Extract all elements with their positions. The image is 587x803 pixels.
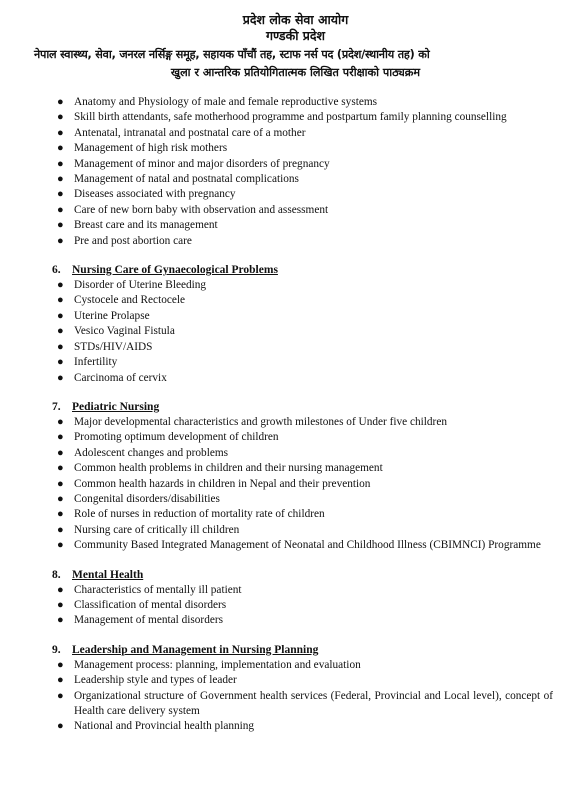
section-topic-item xyxy=(57,415,577,430)
section-number: 6. xyxy=(52,264,61,277)
topic-text: Leadership style and types of leader xyxy=(74,674,237,687)
bullet-icon: ● xyxy=(57,523,64,536)
bullet-icon: ● xyxy=(57,188,64,201)
bullet-icon: ● xyxy=(57,234,64,247)
bullet-icon: ● xyxy=(57,720,64,733)
syllabus-section xyxy=(14,643,577,735)
topic-text: Common health problems in children and their nursing management xyxy=(74,462,383,475)
topic-text: Pre and post abortion care xyxy=(74,234,192,247)
section-topic-item xyxy=(57,598,577,613)
bullet-icon: ● xyxy=(57,539,64,552)
section-topic-item xyxy=(57,689,577,720)
intro-topic-item xyxy=(57,187,577,202)
section-heading xyxy=(14,263,577,278)
topic-text: Characteristics of mentally ill patient xyxy=(74,583,242,596)
section-topic-list xyxy=(14,278,577,386)
syllabus-section xyxy=(14,263,577,386)
section-topic-item xyxy=(57,673,577,688)
bullet-icon: ● xyxy=(57,614,64,627)
section-topic-item xyxy=(57,492,577,507)
section-topic-item xyxy=(57,446,577,461)
topic-text: Role of nurses in reduction of mortality rate of children xyxy=(74,508,325,521)
topic-text: Management of high risk mothers xyxy=(74,142,228,155)
topic-text: Anatomy and Physiology of male and female reproductive systems xyxy=(74,96,378,108)
topic-text: Promoting optimum development of children xyxy=(74,431,279,444)
bullet-icon: ● xyxy=(57,111,64,124)
bullet-icon: ● xyxy=(57,462,64,475)
section-heading xyxy=(14,400,577,415)
section-heading xyxy=(14,568,577,583)
section-title: Pediatric Nursing xyxy=(72,400,160,413)
bullet-icon: ● xyxy=(57,492,64,505)
section-topic-item xyxy=(57,507,577,522)
topic-text: Organizational structure of Government health services (Federal, Provincial and Local level), concept of Health care delivery system xyxy=(74,689,553,717)
bullet-icon: ● xyxy=(57,126,64,139)
section-topic-item xyxy=(57,340,577,355)
topic-text: Major developmental characteristics and growth milestones of Under five children xyxy=(74,415,447,428)
section-topic-item xyxy=(57,461,577,476)
topic-text: Breast care and its management xyxy=(74,219,218,232)
section-topic-item xyxy=(57,355,577,370)
topic-text: Management of mental disorders xyxy=(74,614,224,627)
intro-topic-item xyxy=(57,126,577,141)
topic-text: Disorder of Uterine Bleeding xyxy=(74,279,207,292)
syllabus-section xyxy=(14,400,577,554)
topic-text: Care of new born baby with observation and assessment xyxy=(74,203,329,216)
section-number: 7. xyxy=(52,400,61,413)
topic-text: Cystocele and Rectocele xyxy=(74,294,186,307)
section-topic-item xyxy=(57,309,577,324)
bullet-icon: ● xyxy=(57,415,64,428)
bullet-icon: ● xyxy=(57,219,64,232)
section-topic-list xyxy=(14,658,577,735)
bullet-icon: ● xyxy=(57,658,64,671)
bullet-icon: ● xyxy=(57,674,64,687)
bullet-icon: ● xyxy=(57,508,64,521)
syllabus-section xyxy=(14,568,577,629)
topic-text: Adolescent changes and problems xyxy=(74,446,229,459)
intro-topic-item xyxy=(57,218,577,233)
bullet-icon: ● xyxy=(57,142,64,155)
topic-text: Vesico Vaginal Fistula xyxy=(74,325,175,338)
commission-name: प्रदेश लोक सेवा आयोग xyxy=(242,12,349,27)
bullet-icon: ● xyxy=(57,431,64,444)
intro-topic-item xyxy=(57,234,577,249)
bullet-icon: ● xyxy=(57,371,64,384)
bullet-icon: ● xyxy=(57,598,64,611)
intro-topic-item xyxy=(57,141,577,156)
bullet-icon: ● xyxy=(57,477,64,490)
topic-text: Management of minor and major disorders of pregnancy xyxy=(74,157,330,170)
section-topic-item xyxy=(57,523,577,538)
section-topic-item xyxy=(57,538,577,553)
topic-text: Management process: planning, implementation and evaluation xyxy=(74,658,361,671)
section-topic-item xyxy=(57,324,577,339)
topic-text: Common health hazards in children in Nepal and their prevention xyxy=(74,477,371,490)
syllabus-sections xyxy=(14,263,577,735)
topic-text: Uterine Prolapse xyxy=(74,309,150,322)
bullet-icon: ● xyxy=(57,173,64,186)
bullet-icon: ● xyxy=(57,583,64,596)
topic-text: Classification of mental disorders xyxy=(74,598,227,611)
topic-text: Carcinoma of cervix xyxy=(74,371,167,384)
section-topic-item xyxy=(57,293,577,308)
topic-text: Infertility xyxy=(74,356,118,369)
section-heading xyxy=(14,643,577,658)
section-number: 8. xyxy=(52,568,61,581)
topic-text: National and Provincial health planning xyxy=(74,720,255,733)
topic-text: Community Based Integrated Management of Neonatal and Childhood Illness (CBIMNCI) Programme xyxy=(74,539,541,552)
province-name: गण्डकी प्रदेश xyxy=(265,28,326,43)
topic-text: Skill birth attendants, safe motherhood programme and postpartum family planning counselling xyxy=(74,111,507,124)
section-topic-item xyxy=(57,658,577,673)
intro-topic-item xyxy=(57,110,577,125)
topic-text: Antenatal, intranatal and postnatal care of a mother xyxy=(74,126,306,139)
section-topic-item xyxy=(57,719,577,734)
intro-topic-list xyxy=(14,95,577,249)
bullet-icon: ● xyxy=(57,356,64,369)
intro-topic-item xyxy=(57,95,577,110)
section-topic-item xyxy=(57,477,577,492)
post-description: नेपाल स्वास्थ्य, सेवा, जनरल नर्सिङ्ग समूह, सहायक पाँचौं तह, स्टाफ नर्स पद (प्रदेश/स्थानीय तह) को xyxy=(34,48,430,61)
section-number: 9. xyxy=(52,643,61,656)
topic-text: Nursing care of critically ill children xyxy=(74,523,240,536)
section-title: Nursing Care of Gynaecological Problems xyxy=(72,264,278,277)
section-topic-item xyxy=(57,278,577,293)
topic-text: Congenital disorders/disabilities xyxy=(74,492,220,505)
section-topic-list xyxy=(14,415,577,554)
section-topic-item xyxy=(57,430,577,445)
topic-text: Management of natal and postnatal complications xyxy=(74,173,299,186)
section-title: Leadership and Management in Nursing Planning xyxy=(72,643,319,656)
section-topic-list xyxy=(14,583,577,629)
bullet-icon: ● xyxy=(57,446,64,459)
topic-text: Diseases associated with pregnancy xyxy=(74,188,236,201)
bullet-icon: ● xyxy=(57,325,64,338)
document-header xyxy=(14,12,577,81)
bullet-icon: ● xyxy=(57,96,64,108)
section-topic-item xyxy=(57,613,577,628)
bullet-icon: ● xyxy=(57,340,64,353)
section-topic-item xyxy=(57,583,577,598)
topic-text: STDs/HIV/AIDS xyxy=(74,340,153,353)
bullet-icon: ● xyxy=(57,689,64,702)
syllabus-title: खुला र आन्तरिक प्रतियोगितात्मक लिखित परीक्षाको पाठ्यक्रम xyxy=(170,66,421,79)
section-title: Mental Health xyxy=(72,568,144,581)
intro-topic-item xyxy=(57,203,577,218)
bullet-icon: ● xyxy=(57,279,64,292)
bullet-icon: ● xyxy=(57,203,64,216)
bullet-icon: ● xyxy=(57,309,64,322)
intro-topic-item xyxy=(57,157,577,172)
bullet-icon: ● xyxy=(57,157,64,170)
section-topic-item xyxy=(57,371,577,386)
intro-topic-item xyxy=(57,172,577,187)
bullet-icon: ● xyxy=(57,294,64,307)
